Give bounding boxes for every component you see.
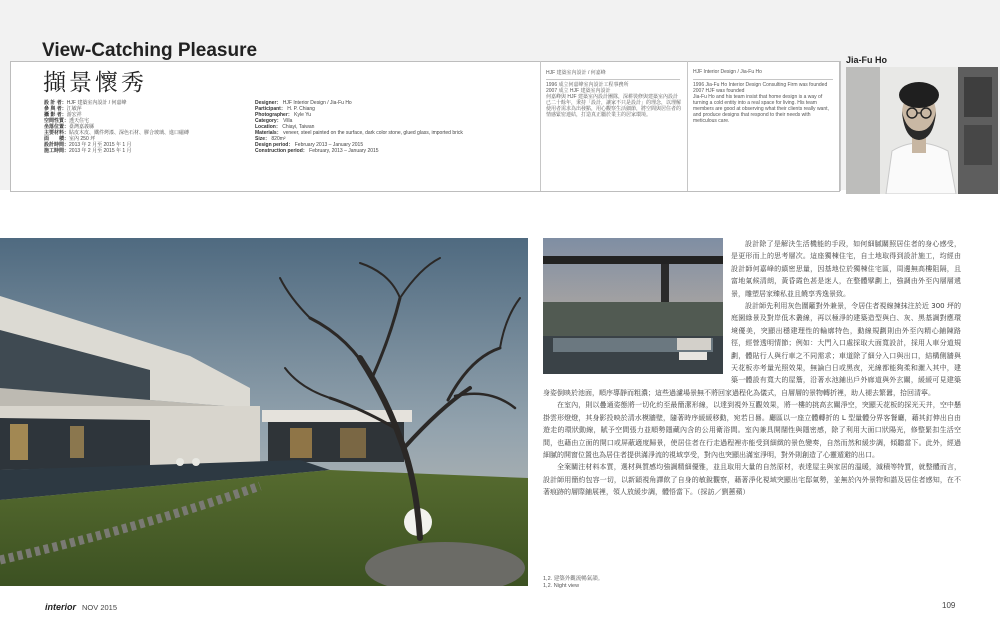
about-en-text: 1996 Jia-Fu Ho Interior Design Consulting Firm was founded 2007 HJF was founded Jia-Fu Ho and his team insist that home design is a way of turning a cold entity into a real space for living. His team members are good at observing what their clients really want, and produce designs that respond to their needs with meticulous care.	[693, 82, 829, 124]
about-en-rule	[693, 79, 833, 80]
article-body	[543, 238, 961, 578]
photo-caption	[543, 576, 603, 590]
article-paragraph: 在室內，則以疊通姿態將一切化約至最簡潔形線，以達到視外互觀效果，將一樓的挑高玄關淨空，突顯天花板的採光天井，空中懸掛雲形燈燈，其身影投映於清水模牆壁，隨著時序緩緩移動，宛若日晷。廳區以一座立體轉折的 L 型量體分界客餐廳，藉其釘伸出自由遊走的環狀動線，賦予空間張力並順勢隱藏內含的公用衛浴間。室內兼具開闊性與隱密感，除了利用大面口狀陽光，修整緊扣生活空間，也藉由立面的開口或屏蔽適度歸景，使居住者在行走過程裡亦能受到細緻的景色變奏，自然而然和緩步調，傾聽當下。此外，經過細膩的開窗位置也為居住者提供滿淨流的視域享受，對內也突顯出滿室淨明，對外則創造了心靈遁避的出口。	[543, 401, 961, 459]
article-title-zh: 擷景懷秀	[43, 70, 147, 96]
magazine-logo: interior	[45, 602, 77, 612]
column-divider	[540, 61, 541, 191]
about-zh-text: 1996 成立何嘉峰室內設計工程事務所 2007 成立 HJF 建築室內設計 何嘉峰與 HJF 建築室內設計團隊，深耕裝修與建築室內設計已二十餘年，秉持「設計，讓家不只是設計」的理念，以理解使用者需求為出發點，用心觀察生活細節，將空間與居住者的情感緊密連結，打造真正屬於業主的居家環境。	[546, 82, 682, 118]
credits-zh: 設 計 者：HJF 建築室內設計 / 何嘉峰 參 與 者：江敏萍 攝 影 者：游宏祥 空間性質：透天住宅 坐落位置：臺灣嘉義縣 主要材料：貼皮木皮、鐵件烤漆、深色石材、膠合玻璃、進口磁磚 面 積：室內 250 坪 設計時間：2013 年 2 月至 2015 年 1 月 施工時間：2013 年 2 月至 2015 年 1 月	[44, 100, 190, 154]
about-zh-heading: HJF 建築室內設計 / 何嘉峰	[546, 70, 606, 76]
article-paragraph: 全案關注材料本質，選材與質感均強調精細優雅，並且取用大量的自然原材，表達屋主與家居的溫暖，減積等特質，就整體而言，設計師用簡約包容一切，以新穎視角譯飲了自身的敏銳觀察，藉著淨化視域突顯出宅邸氣勢，並無於內外景物和諧及居住者感知，在不著痕跡的層際鋪展裡，領人放緩步調，體悟當下。（採訪／劉蕙蘋）	[543, 463, 961, 497]
photo-float-spacer	[543, 238, 731, 380]
designer-name: Jia-Fu Ho	[846, 55, 888, 65]
photo-caption-en: 1,2. Night view	[543, 583, 580, 589]
column-divider	[687, 61, 688, 191]
photo-caption-zh: 1,2. 建築外觀流暢氣韻。	[543, 576, 604, 582]
issue-date: NOV 2015	[82, 603, 118, 612]
page-number: 109	[942, 601, 956, 610]
designer-portrait	[846, 67, 998, 194]
villa-courtyard-photo	[0, 238, 528, 586]
credits-en: Designer： HJF Interior Design / Jia-Fu Ho Participant： H. P. Chiang Photographer： Kyle Yu Category： Villa Location： Chiayi, Taiwan Materials： veneer, steel painted on the surface, dark color stone, glued glass, imported brick Size： 820m² Design period： February 2013 – January 2015 Construction period： February, 2013 – January 2015	[255, 100, 463, 154]
about-zh-rule	[546, 79, 680, 80]
article-title-en: View-Catching Pleasure	[42, 40, 258, 61]
article-paragraph: 設計師先利用灰色圍籬對外兼景，令居住者視線揀抹注於近 300 坪的庭園綠景及對岸低木叢線，再以極淨的建築造型與白、灰、黑基調對應環境優美，突顯出穩建理性的輪廓特色，動線規劃則由外至內精心鋪陳路徑，經營透明情節；例如：大門入口處採取大面寬設計，採用人車分道規劃，體貼行人與行車之不同需求；車道除了細分入口與出口，結構側牆與天花板亦考量光照效果，無論白日或黑夜，光線都能夠柔和灑入其中，建築一體設有寬大的屋簷，沿著水池鋪出戶外廊道與外玄關，緩緩可見建築身姿倒映於池面，順序導靜而粗濃；這些過濾場景無不將回家過程化為儀式，自層層的景物轉折裡，助人褪去繁囂，拾回清寧。	[543, 302, 961, 397]
column-divider	[840, 61, 841, 191]
about-en-heading: HJF Interior Design / Jia-Fu Ho	[693, 69, 762, 75]
article-paragraph: 設計除了是解決生活機能的手段，如何細膩關照居住者的身心感受，是更形而上的思考層次。這座獨棟住宅，自土地取得到設計施工，均經由設計師何嘉峰的縝密思量，因基地位於獨棟住宅區，周邊無高樓阻隔，且富地氣候清朗，黃昏霞色甚是迷人，在整體擘劃上，強調由外至內層層遞景，雕塑居家臻私並且饒享秀逸景致。	[731, 240, 961, 298]
